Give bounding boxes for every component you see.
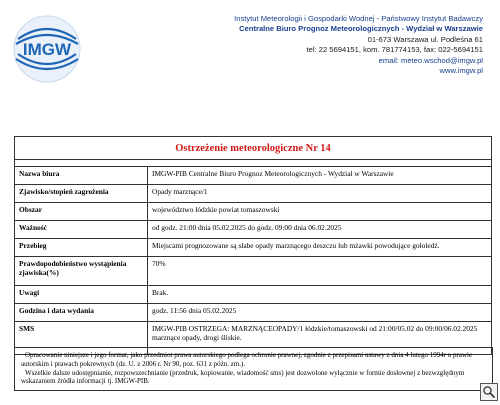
row-label: Prawdopodobieństwo wystąpienia zjawiska(%) (15, 257, 148, 286)
imgw-logo (12, 14, 82, 84)
row-label: SMS (15, 322, 148, 355)
table-row (15, 167, 492, 185)
magnifier-icon[interactable] (480, 383, 498, 401)
address: 01-673 Warszawa ul. Podleśna 61 (367, 34, 483, 44)
disclaimer-paragraph: Wszelkie dalsze udostępnianie, rozpowszechnianie (przedruk, kopiowanie, wiadomość sms) jest dozwolone wyłącznie w formie dosłownej z bezwzględnym wskazaniem źródła informacji tj. IMGW-PIB. (21, 368, 465, 386)
row-value: IMGW-PIB OSTRZEGA: MARZNĄCEOPADY/1 łódzkie/tomaszowski od 21:00/05.02 do 09:00/06.02.2025 marznące opady, drogi śliskie. (148, 322, 492, 355)
row-label: Obszar (15, 203, 148, 221)
row-value: województwo łódzkie powiat tomaszowski (148, 203, 492, 221)
email-link[interactable]: email: meteo.wschod@imgw.pl (378, 55, 483, 65)
warning-title: Ostrzeżenie meteorologiczne Nr 14 (15, 137, 492, 160)
row-value: 70% (148, 257, 492, 286)
warning-table (14, 136, 492, 355)
row-value: od godz. 21:00 dnia 05.02.2025 do godz. 09:00 dnia 06.02.2025 (148, 221, 492, 239)
institute-name: Instytut Meteorologii i Gospodarki Wodnej - Państwowy Instytut Badawczy (234, 14, 483, 23)
phone-fax: tel: 22 5694151, kom. 781774153, fax: 022-5694151 (306, 45, 483, 55)
row-value: IMGW-PIB Centralne Biuro Prognoz Meteorologicznych - Wydział w Warszawie (148, 167, 492, 185)
table-row (15, 257, 492, 286)
row-label: Godzina i data wydania (15, 304, 148, 322)
row-label: Nazwa biura (15, 167, 148, 185)
bureau-name: Centralne Biuro Prognoz Meteorologicznych - Wydział w Warszawie (239, 24, 483, 34)
copyright-disclaimer (14, 347, 493, 391)
row-label: Przebieg (15, 239, 148, 257)
table-row (15, 203, 492, 221)
row-label: Uwagi (15, 286, 148, 304)
website-link[interactable]: www.imgw.pl (439, 66, 483, 76)
row-value: Opady marznące/1 (148, 185, 492, 203)
table-row (15, 185, 492, 203)
table-row (15, 286, 492, 304)
row-label: Ważność (15, 221, 148, 239)
disclaimer-paragraph: Opracowanie niniejsze i jego format, jako przedmiot prawa autorskiego podlega ochronie prawnej, zgodnie z przepisami ustawy z dnia 4 lutego 1994r o prawie autorskim i prawach pokrewnych (dz. U. z 2006 r. Nr 90, poz. 631 z późn. zm.). (21, 351, 473, 368)
row-value: Brak. (148, 286, 492, 304)
row-label: Zjawisko/stopień zagrożenia (15, 185, 148, 203)
table-row (15, 221, 492, 239)
row-value: Miejscami prognozowane są słabe opady marznącego deszczu lub mżawki powodujące gołoledź. (148, 239, 492, 257)
table-row (15, 304, 492, 322)
institute-header (153, 14, 483, 76)
row-value: godz. 11:56 dnia 05.02.2025 (148, 304, 492, 322)
logo-text: IMGW (22, 40, 72, 59)
table-row (15, 239, 492, 257)
